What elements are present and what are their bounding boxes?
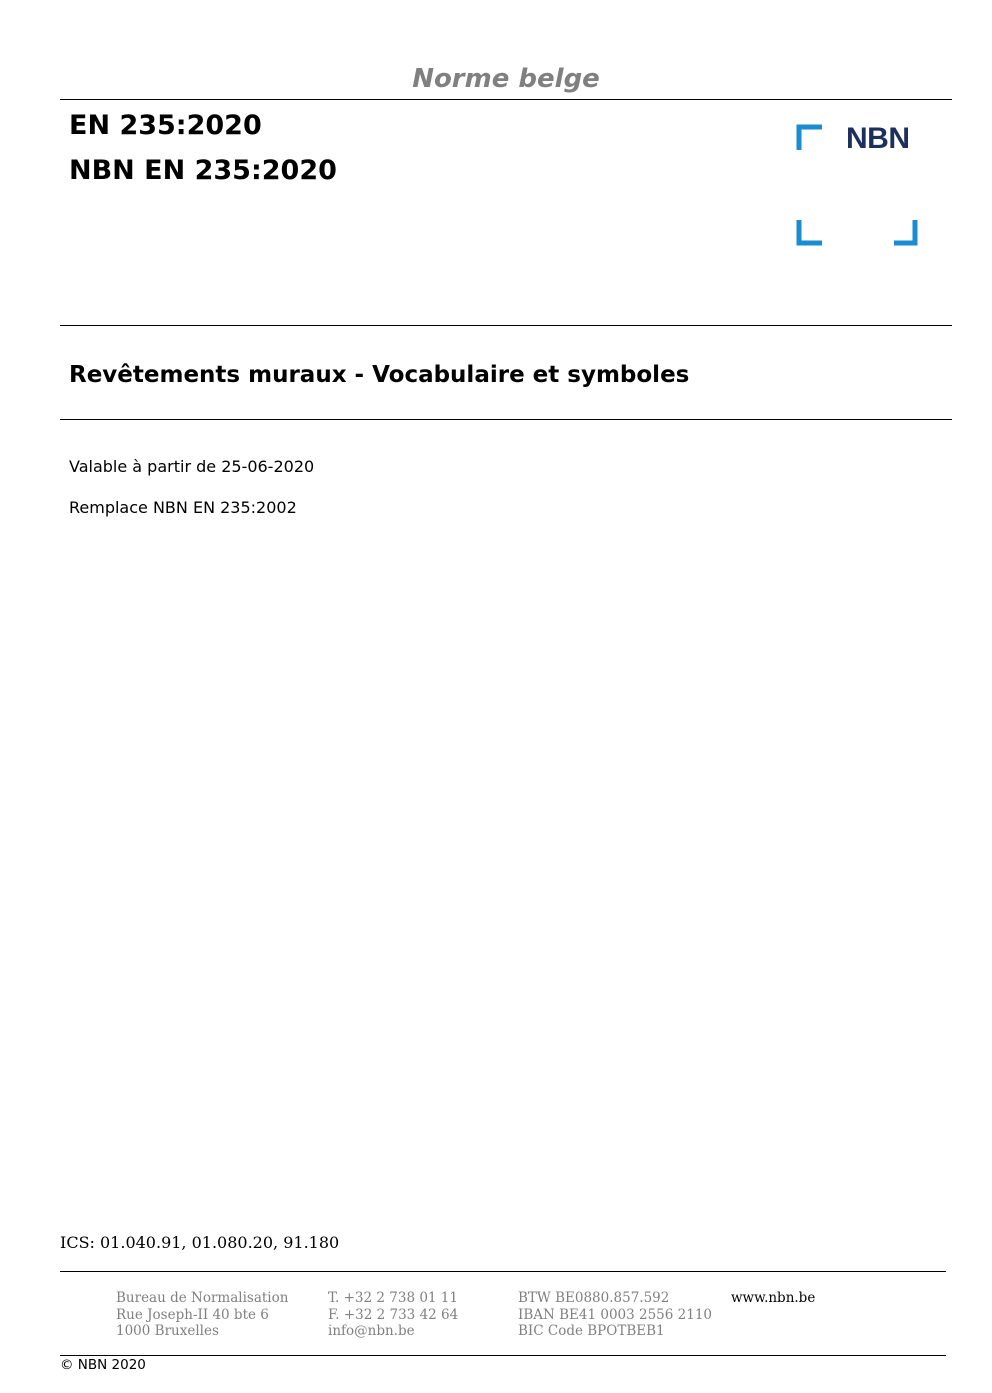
header-rule bbox=[60, 99, 952, 100]
en-standard-code: EN 235:2020 bbox=[69, 110, 262, 141]
ics-codes: ICS: 01.040.91, 01.080.20, 91.180 bbox=[60, 1233, 340, 1252]
footer-address bbox=[116, 1290, 288, 1340]
logo-text: NBN bbox=[846, 122, 910, 155]
document-title: Revêtements muraux - Vocabulaire et symboles bbox=[69, 362, 690, 388]
valid-from-text: Valable à partir de 25-06-2020 bbox=[69, 457, 315, 476]
footer-address-line: 1000 Bruxelles bbox=[116, 1323, 219, 1339]
footer-fax: F. +32 2 733 42 64 bbox=[328, 1306, 459, 1323]
footer-contact bbox=[328, 1290, 458, 1340]
footer-vat: BTW BE0880.857.592 bbox=[518, 1290, 670, 1306]
footer-bic: BIC Code BPOTBEB1 bbox=[518, 1323, 665, 1339]
footer-bottom-rule bbox=[60, 1355, 946, 1356]
title-top-rule bbox=[60, 325, 952, 326]
page-heading: Norme belge bbox=[412, 64, 600, 94]
title-bottom-rule bbox=[60, 419, 952, 420]
footer-address-line: Bureau de Normalisation bbox=[116, 1290, 289, 1306]
footer-website-text: www.nbn.be bbox=[731, 1290, 816, 1306]
footer-address-line: Rue Joseph-II 40 bte 6 bbox=[116, 1306, 269, 1323]
replaces-text: Remplace NBN EN 235:2002 bbox=[69, 498, 297, 517]
footer-bank bbox=[518, 1290, 712, 1340]
nbn-standard-code: NBN EN 235:2020 bbox=[69, 155, 337, 186]
footer-top-rule bbox=[60, 1271, 946, 1272]
footer-email: info@nbn.be bbox=[328, 1323, 415, 1339]
copyright-notice: © NBN 2020 bbox=[60, 1357, 146, 1373]
footer-iban: IBAN BE41 0003 2556 2110 bbox=[518, 1306, 713, 1323]
footer-phone: T. +32 2 738 01 11 bbox=[328, 1290, 458, 1306]
footer-website bbox=[731, 1290, 815, 1307]
nbn-logo bbox=[796, 124, 920, 248]
